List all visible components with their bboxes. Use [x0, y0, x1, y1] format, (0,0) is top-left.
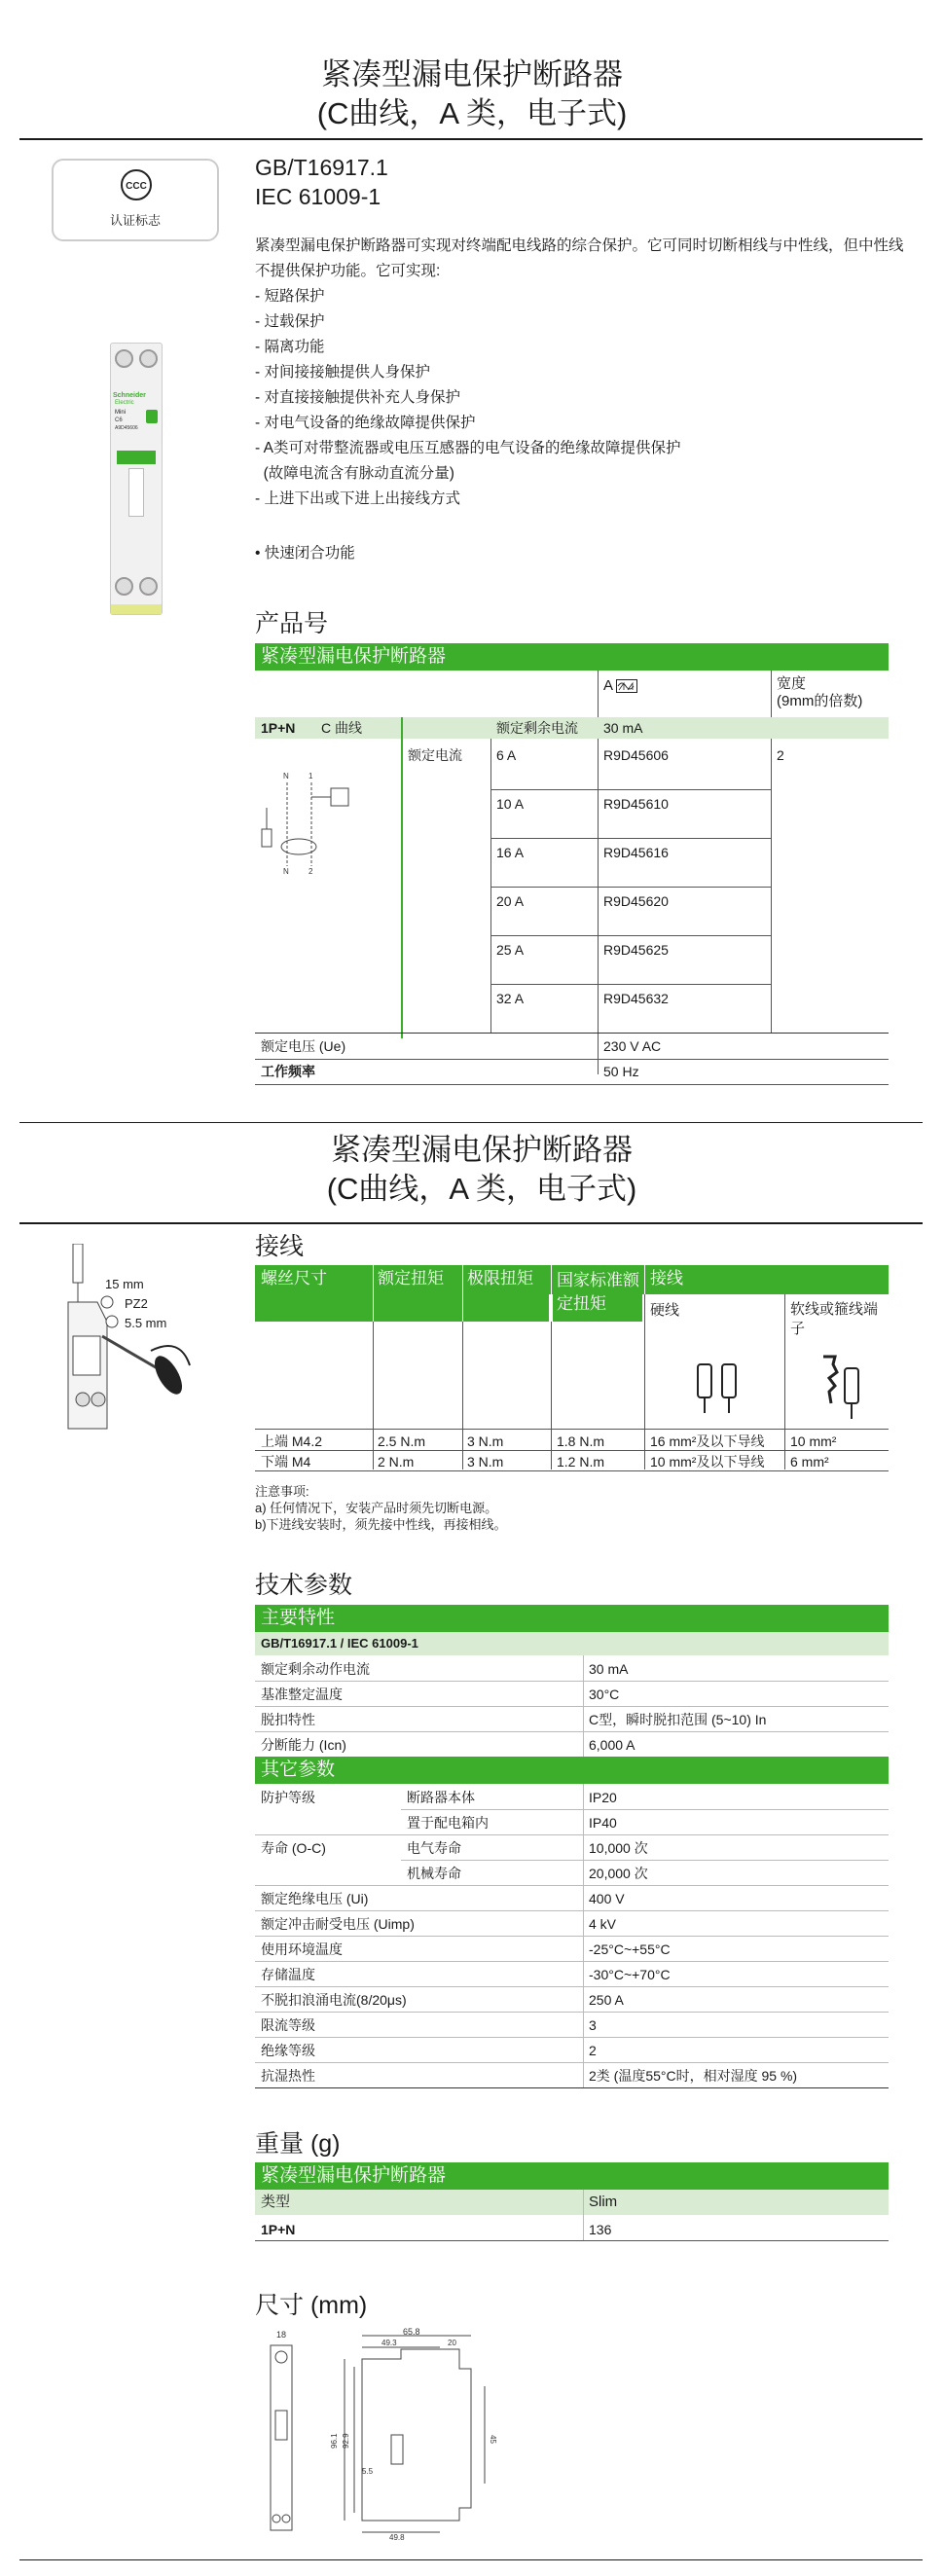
current-6a: 6 A [496, 747, 517, 763]
poles-label: 1P+N [261, 720, 296, 736]
certification-box [52, 159, 219, 241]
national-bottom: 1.2 N.m [557, 1454, 605, 1469]
product-number-bar: 紧凑型漏电保护断路器 [255, 643, 889, 671]
ref-r9d45606: R9D45606 [603, 747, 669, 763]
page2-title-line1: 紧凑型漏电保护断路器 [331, 1133, 633, 1167]
protection-value-2: IP40 [589, 1815, 617, 1831]
svg-text:N: N [283, 867, 289, 876]
current-16a: 16 A [496, 845, 525, 860]
page-title-line1: 紧凑型漏电保护断路器 [321, 57, 623, 91]
col-type-a: A [603, 677, 637, 695]
wiring-heading: 接线 [255, 1233, 305, 1260]
main-value-3: C型，瞬时脱扣范围 (5~10) In [589, 1712, 767, 1727]
title-divider [19, 138, 923, 140]
ac-pulse-symbol-icon [616, 679, 637, 693]
green-strip [117, 451, 156, 464]
circuit-diagram-icon [258, 769, 365, 876]
main-label-1: 额定剩余动作电流 [261, 1661, 370, 1677]
ref-r9d45620: R9D45620 [603, 893, 669, 909]
product-description: 紧凑型漏电保护断路器可实现对终端配电线路的综合保护。它可同时切断相线与中性线，但中性线不提供保护功能。它可实现: [255, 237, 904, 279]
ref-r9d45610: R9D45610 [603, 796, 669, 812]
current-20a: 20 A [496, 893, 525, 909]
dim-45: 45 [489, 2435, 497, 2444]
other-label-8: 抗湿热性 [261, 2068, 315, 2084]
other-params-bar: 其它参数 [255, 1757, 889, 1784]
other-value-1: 400 V [589, 1891, 625, 1906]
other-label-3: 使用环境温度 [261, 1941, 343, 1957]
function-8: - 上进下出或下进上出接线方式 [255, 490, 460, 507]
page-title-line2: (C曲线，A 类，电子式) [316, 96, 628, 130]
residual-value: 30 mA [603, 720, 643, 736]
other-value-3: -25°C~+55°C [589, 1941, 671, 1957]
life-label: 寿命 (O-C) [261, 1840, 326, 1856]
function-1: - 短路保护 [255, 288, 325, 305]
standard-row: GB/T16917.1 / IEC 61009-1 [261, 1636, 418, 1651]
function-6: - 对电气设备的绝缘故障提供保护 [255, 415, 476, 431]
other-value-7: 2 [589, 2043, 597, 2058]
brand-logo-text: Schneider [113, 392, 146, 399]
dimension-drawing [265, 2328, 518, 2542]
life-sub-1: 电气寿命 [407, 1840, 461, 1856]
note-a: a) 任何情况下，安装产品时须先切断电源。 [255, 1501, 498, 1515]
weight-col-slim: Slim [589, 2194, 618, 2210]
dim-5-5: 5.5 [362, 2467, 374, 2476]
residual-label: 额定剩余电流 [496, 720, 578, 736]
dim-96-1: 96.1 [330, 2433, 339, 2449]
ccc-mark-text: CCC [126, 181, 147, 192]
dim-18: 18 [276, 2330, 287, 2340]
dim-92-9: 92.9 [342, 2433, 350, 2449]
function-3: - 隔离功能 [255, 339, 325, 355]
national-top: 1.8 N.m [557, 1433, 605, 1449]
width-value: 2 [777, 747, 784, 763]
torque-bottom: 2 N.m [378, 1454, 415, 1469]
quick-close-feature: • 快速闭合功能 [255, 545, 355, 562]
weight-col-type: 类型 [261, 2194, 291, 2210]
test-button-icon [146, 410, 158, 423]
ref-r9d45616: R9D45616 [603, 845, 669, 860]
dim-20: 20 [448, 2339, 456, 2347]
screw-icon [115, 577, 133, 596]
main-label-2: 基准整定温度 [261, 1687, 343, 1702]
soft-bottom: 6 mm² [790, 1454, 829, 1469]
other-label-5: 不脱扣浪涌电流(8/20μs) [261, 1992, 407, 2008]
rated-voltage-value: 230 V AC [603, 1038, 662, 1054]
other-label-2: 额定冲击耐受电压 (Uimp) [261, 1916, 415, 1932]
function-7: - A类可对带整流器或电压互感器的电气设备的绝缘故障提供保护 [255, 440, 681, 456]
function-4: - 对间接接触提供人身保护 [255, 364, 430, 381]
protection-sub-2: 置于配电箱内 [407, 1815, 489, 1831]
weight-heading: 重量 (g) [255, 2130, 341, 2158]
weight-row-label: 1P+N [261, 2222, 296, 2237]
limit-bottom: 3 N.m [467, 1454, 504, 1469]
torque-top: 2.5 N.m [378, 1433, 426, 1449]
bottom-divider [19, 2559, 923, 2560]
rated-current-label: 额定电流 [408, 747, 462, 763]
life-value-2: 20,000 次 [589, 1866, 648, 1881]
function-2: - 过载保护 [255, 313, 325, 330]
ref-r9d45632: R9D45632 [603, 991, 669, 1006]
other-label-4: 存储温度 [261, 1967, 315, 1982]
dim-49-3: 49.3 [381, 2339, 397, 2347]
installation-illustration [54, 1244, 238, 1438]
limit-top: 3 N.m [467, 1433, 504, 1449]
current-32a: 32 A [496, 991, 525, 1006]
main-value-4: 6,000 A [589, 1737, 635, 1753]
tech-heading: 技术参数 [255, 1572, 353, 1599]
col-national-torque: 国家标准额定扭矩 [557, 1271, 639, 1313]
curve-label: C 曲线 [321, 720, 362, 736]
screw-icon [139, 577, 158, 596]
col-rated-torque: 额定扭矩 [378, 1269, 444, 1288]
main-label-4: 分断能力 (Icn) [261, 1737, 346, 1753]
current-25a: 25 A [496, 942, 525, 958]
soft-wire-ferrule-icon [816, 1355, 874, 1421]
main-value-1: 30 mA [589, 1661, 629, 1677]
main-value-2: 30°C [589, 1687, 620, 1702]
col-width-sub: (9mm的倍数) [777, 693, 863, 709]
col-hard-wire: 硬线 [650, 1302, 680, 1319]
other-label-1: 额定绝缘电压 (Ui) [261, 1891, 369, 1906]
frequency-label: 工作频率 [261, 1064, 315, 1079]
other-value-4: -30°C~+70°C [589, 1967, 671, 1982]
svg-text:1: 1 [309, 772, 313, 780]
product-photo [110, 343, 163, 615]
rated-voltage-label: 额定电压 (Ue) [261, 1038, 346, 1054]
product-rating: C6 [115, 417, 123, 423]
cert-label: 认证标志 [109, 213, 161, 228]
screwdriver-width: 5.5 mm [125, 1316, 167, 1330]
function-5: - 对直接接触提供补充人身保护 [255, 389, 460, 406]
other-value-2: 4 kV [589, 1916, 617, 1932]
screw-top: 上端 M4.2 [261, 1433, 323, 1449]
svg-text:N: N [283, 772, 289, 780]
other-label-6: 限流等级 [261, 2017, 315, 2033]
screw-bottom: 下端 M4 [261, 1454, 311, 1469]
col-screw-size: 螺丝尺寸 [261, 1269, 327, 1288]
dimensions-heading: 尺寸 (mm) [255, 2292, 368, 2319]
other-value-5: 250 A [589, 1992, 624, 2008]
ccc-mark-icon [120, 168, 153, 201]
frequency-value: 50 Hz [603, 1064, 639, 1079]
function-7-note: (故障电流含有脉动直流分量) [255, 465, 454, 482]
brand-sub-text: Electric [115, 400, 134, 406]
weight-row-value: 136 [589, 2222, 612, 2237]
weight-bar: 紧凑型漏电保护断路器 [255, 2162, 889, 2190]
col-limit-torque: 极限扭矩 [467, 1269, 533, 1288]
ref-r9d45625: R9D45625 [603, 942, 669, 958]
col-width: 宽度 [777, 675, 807, 692]
other-label-7: 绝缘等级 [261, 2043, 315, 2058]
screwdriver-pz2: PZ2 [125, 1296, 148, 1311]
page-separator [19, 1122, 923, 1123]
main-features-bar: 主要特性 [255, 1605, 889, 1632]
strip-length: 15 mm [105, 1277, 144, 1291]
other-value-6: 3 [589, 2017, 597, 2033]
note-b: b)下进线安装时，须先接中性线，再接相线。 [255, 1517, 507, 1532]
col-wiring: 接线 [650, 1269, 683, 1288]
dim-65-8: 65.8 [403, 2328, 420, 2337]
screw-icon [139, 349, 158, 368]
col-soft-wire: 软线或箍线端子 [790, 1301, 879, 1337]
standard-gb: GB/T16917.1 [255, 155, 388, 180]
page2-title-line2: (C曲线，A 类，电子式) [326, 1172, 637, 1206]
life-sub-2: 机械寿命 [407, 1866, 461, 1881]
product-ref: A9D45606 [115, 425, 138, 431]
product-number-heading: 产品号 [255, 610, 329, 637]
dim-49-8: 49.8 [389, 2533, 405, 2542]
hard-wire-ferrule-icon [693, 1362, 751, 1416]
toggle-lever-icon [128, 468, 144, 517]
protection-sub-1: 断路器本体 [407, 1790, 475, 1805]
page2-title-divider [19, 1222, 923, 1224]
standard-iec: IEC 61009-1 [255, 184, 381, 209]
svg-text:2: 2 [309, 867, 313, 876]
soft-top: 10 mm² [790, 1433, 837, 1449]
hard-bottom: 10 mm²及以下导线 [650, 1454, 765, 1469]
current-10a: 10 A [496, 796, 525, 812]
hard-top: 16 mm²及以下导线 [650, 1433, 765, 1449]
other-value-8: 2类 (温度55°C时，相对湿度 95 %) [589, 2068, 798, 2084]
screw-icon [115, 349, 133, 368]
din-clip [111, 604, 162, 614]
protection-value-1: IP20 [589, 1790, 617, 1805]
notes-title: 注意事项: [255, 1484, 309, 1499]
life-value-1: 10,000 次 [589, 1840, 648, 1856]
protection-label: 防护等级 [261, 1790, 315, 1805]
main-label-3: 脱扣特性 [261, 1712, 315, 1727]
product-label: Mini [115, 410, 127, 416]
